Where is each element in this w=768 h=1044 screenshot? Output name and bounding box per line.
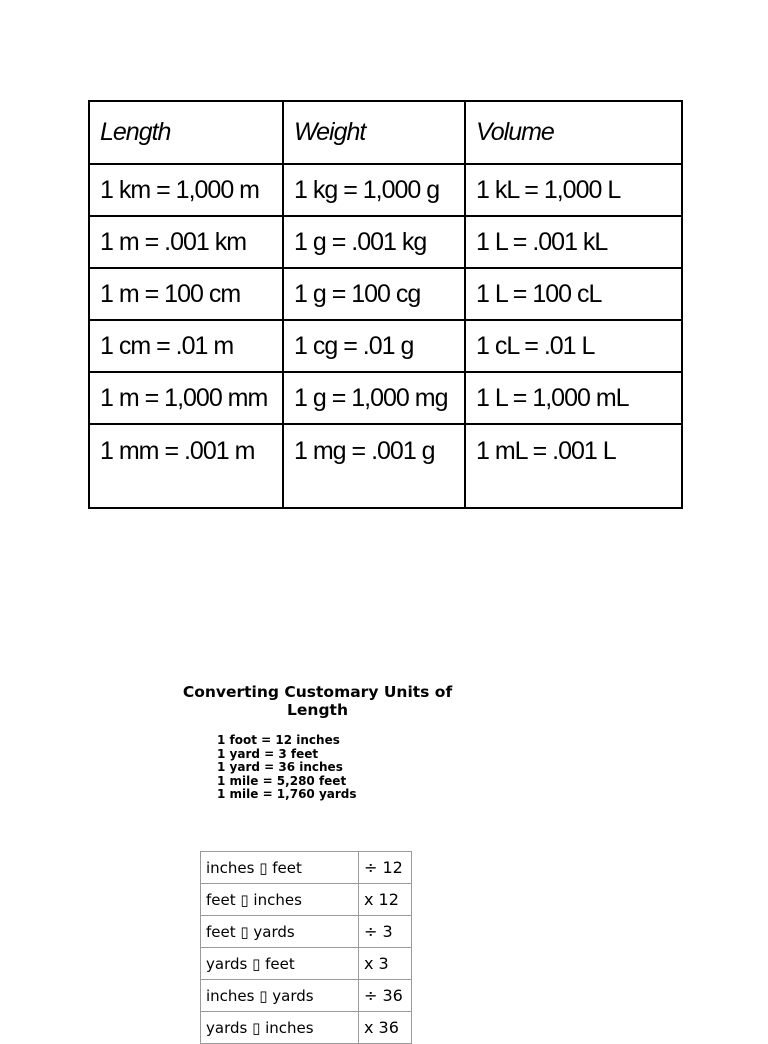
conversion-label: inches ▯ yards	[201, 980, 359, 1012]
list-item: 1 mile = 5,280 feet	[217, 773, 347, 788]
weight-cell: 1 kg = 1,000 g	[283, 164, 465, 216]
volume-cell: 1 L = .001 kL	[465, 216, 682, 268]
weight-cell: 1 g = 100 cg	[283, 268, 465, 320]
conversion-label: inches ▯ feet	[201, 852, 359, 884]
table-row	[89, 216, 682, 268]
table-row	[89, 424, 682, 508]
conversion-operation: x 3	[359, 948, 412, 980]
table-row	[89, 320, 682, 372]
table-row	[89, 268, 682, 320]
conversion-label: feet ▯ inches	[201, 884, 359, 916]
conversion-operation: x 36	[359, 1012, 412, 1044]
list-item: 1 mile = 1,760 yards	[217, 787, 357, 801]
customary-title	[120, 683, 515, 719]
header-weight: Weight	[283, 101, 465, 164]
weight-cell: 1 cg = .01 g	[283, 320, 465, 372]
length-cell: 1 m = 1,000 mm	[89, 372, 283, 424]
conversion-operation: ÷ 12	[359, 852, 412, 884]
conversion-operation: ÷ 36	[359, 980, 412, 1012]
metric-header-row	[89, 101, 682, 164]
volume-cell: 1 mL = .001 L	[465, 424, 682, 508]
weight-cell: 1 mg = .001 g	[283, 424, 465, 508]
customary-conversion-table	[200, 851, 412, 1044]
customary-title-line1: Converting Customary Units of	[182, 683, 453, 701]
length-cell: 1 km = 1,000 m	[89, 164, 283, 216]
conversion-label: feet ▯ yards	[201, 916, 359, 948]
weight-cell: 1 g = 1,000 mg	[283, 372, 465, 424]
length-cell: 1 cm = .01 m	[89, 320, 283, 372]
volume-cell: 1 cL = .01 L	[465, 320, 682, 372]
table-row	[201, 916, 412, 948]
header-volume: Volume	[465, 101, 682, 164]
length-cell: 1 m = 100 cm	[89, 268, 283, 320]
list-item: 1 foot = 12 inches	[217, 733, 340, 747]
conversion-operation: ÷ 3	[359, 916, 412, 948]
volume-cell: 1 kL = 1,000 L	[465, 164, 682, 216]
table-row	[201, 980, 412, 1012]
weight-cell: 1 g = .001 kg	[283, 216, 465, 268]
volume-cell: 1 L = 100 cL	[465, 268, 682, 320]
header-length: Length	[89, 101, 283, 164]
conversion-operation: x 12	[359, 884, 412, 916]
table-row	[89, 164, 682, 216]
volume-cell: 1 L = 1,000 mL	[465, 372, 682, 424]
table-row	[201, 852, 412, 884]
conversion-label: yards ▯ inches	[201, 1012, 359, 1044]
metric-conversion-table	[88, 100, 683, 509]
length-cell: 1 m = .001 km	[89, 216, 283, 268]
length-cell: 1 mm = .001 m	[89, 424, 283, 508]
table-row	[201, 948, 412, 980]
table-row	[201, 884, 412, 916]
table-row	[201, 1012, 412, 1044]
table-row	[89, 372, 682, 424]
conversion-label: yards ▯ feet	[201, 948, 359, 980]
list-item: 1 yard = 3 feet	[217, 746, 319, 761]
list-item: 1 yard = 36 inches	[217, 760, 343, 774]
customary-facts-list	[217, 734, 357, 802]
customary-title-line2: Length	[287, 701, 348, 719]
